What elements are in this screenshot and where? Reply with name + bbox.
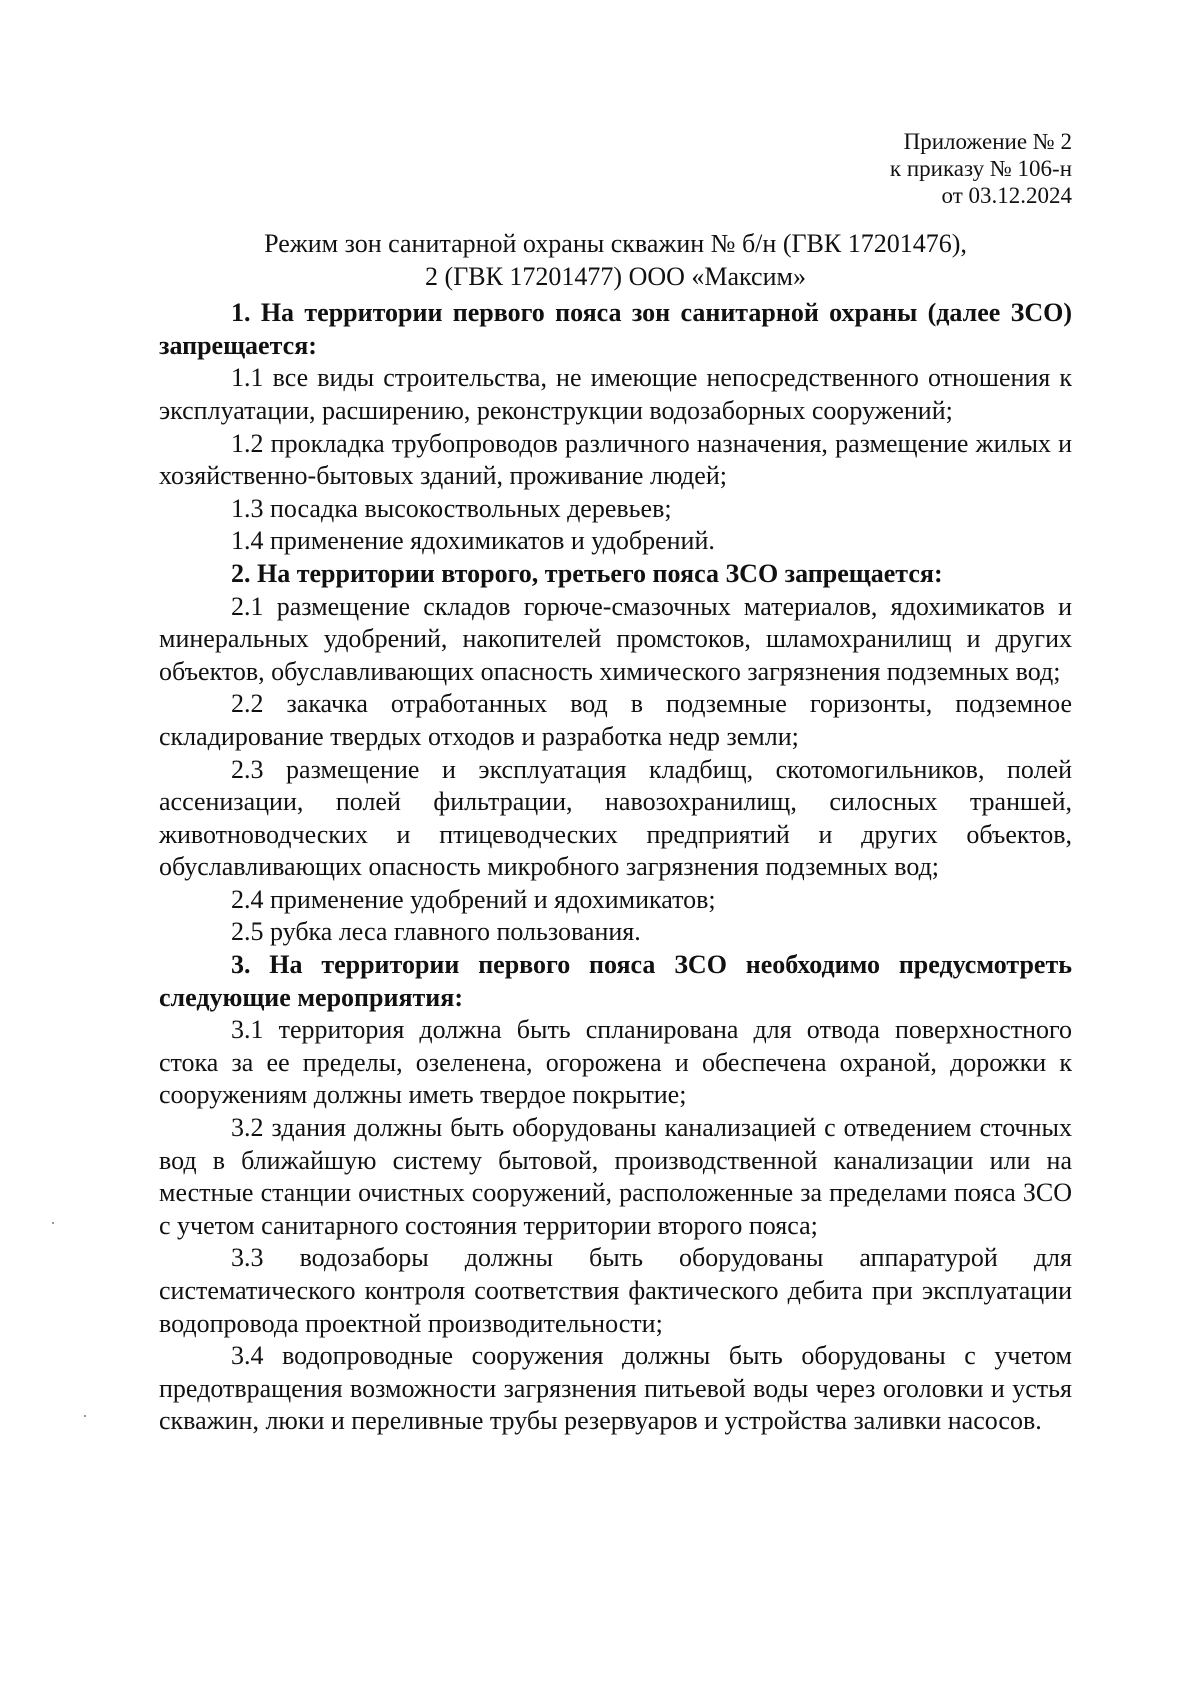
title-line-1: Режим зон санитарной охраны скважин № б/н (ГВК 17201476), bbox=[264, 229, 967, 258]
document-body bbox=[159, 228, 1072, 1438]
section-1-item-3: 1.3 посадка высокоствольных деревьев; bbox=[231, 493, 672, 523]
section-3-item-2: 3.2 здания должны быть оборудованы канализацией с отведением сточных вод в ближайшую систему бытовой, производственной канализации или на местные станции очистных сооружений, расположенные за пределами пояса ЗСО с учетом санитарного состояния территории второго пояса; bbox=[159, 1113, 1072, 1240]
order-date: от 03.12.2024 bbox=[941, 183, 1072, 208]
section-1-item-2: 1.2 прокладка трубопроводов различного назначения, размещение жилых и хозяйственно-бытовых зданий, проживание людей; bbox=[159, 428, 1072, 491]
section-2-item-1: 2.1 размещение складов горюче-смазочных материалов, ядохимикатов и минеральных удобрений, накопителей промстоков, шламохранилищ и других объектов, обуславливающих опасность химического загрязнения подземных вод; bbox=[159, 591, 1072, 686]
order-number: к приказу № 106-н bbox=[889, 156, 1072, 181]
scan-speck bbox=[52, 1222, 54, 1224]
section-1-heading: 1. На территории первого пояса зон санитарной охраны (далее ЗСО) запрещается: bbox=[159, 298, 1072, 360]
appendix-reference bbox=[890, 128, 1072, 209]
section-2-item-4: 2.4 применение удобрений и ядохимикатов; bbox=[231, 884, 716, 914]
section-1-item-1: 1.1 все виды строительства, не имеющие непосредственного отношения к эксплуатации, расширению, реконструкции водозаборных сооружений; bbox=[159, 363, 1072, 425]
section-3-item-4: 3.4 водопроводные сооружения должны быть оборудованы с учетом предотвращения возможности загрязнения питьевой воды через оголовки и устья скважин, люки и переливные трубы резервуаров и устройства заливки насосов. bbox=[159, 1341, 1072, 1436]
section-2-item-2: 2.2 закачка отработанных вод в подземные горизонты, подземное складирование твердых отходов и разработка недр земли; bbox=[159, 689, 1072, 751]
appendix-number: Приложение № 2 bbox=[903, 129, 1072, 154]
section-3-heading: 3. На территории первого пояса ЗСО необходимо предусмотреть следующие мероприятия: bbox=[159, 950, 1072, 1012]
section-2-item-5: 2.5 рубка леса главного пользования. bbox=[231, 917, 641, 947]
title-line-2: 2 (ГВК 17201477) ООО «Максим» bbox=[425, 261, 806, 291]
scan-speck bbox=[84, 1415, 86, 1417]
section-2-heading: 2. На территории второго, третьего пояса ЗСО запрещается: bbox=[231, 558, 943, 588]
section-3-item-3: 3.3 водозаборы должны быть оборудованы аппаратурой для систематического контроля соответствия фактического дебита при эксплуатации водопровода проектной производительности; bbox=[159, 1243, 1072, 1338]
section-3-item-1: 3.1 территория должна быть спланирована для отвода поверхностного стока за ее пределы, озеленена, огорожена и обеспечена охраной, дорожки к сооружениям должны иметь твердое покрытие; bbox=[159, 1015, 1072, 1110]
section-2-item-3: 2.3 размещение и эксплуатация кладбищ, скотомогильников, полей ассенизации, полей фильтрации, навозохранилищ, силосных траншей, животноводческих и птицеводческих предприятий и других объектов, обуславливающих опасность микробного загрязнения подземных вод; bbox=[159, 754, 1072, 882]
section-1-item-4: 1.4 применение ядохимикатов и удобрений. bbox=[231, 526, 715, 556]
document-title bbox=[159, 228, 1072, 293]
